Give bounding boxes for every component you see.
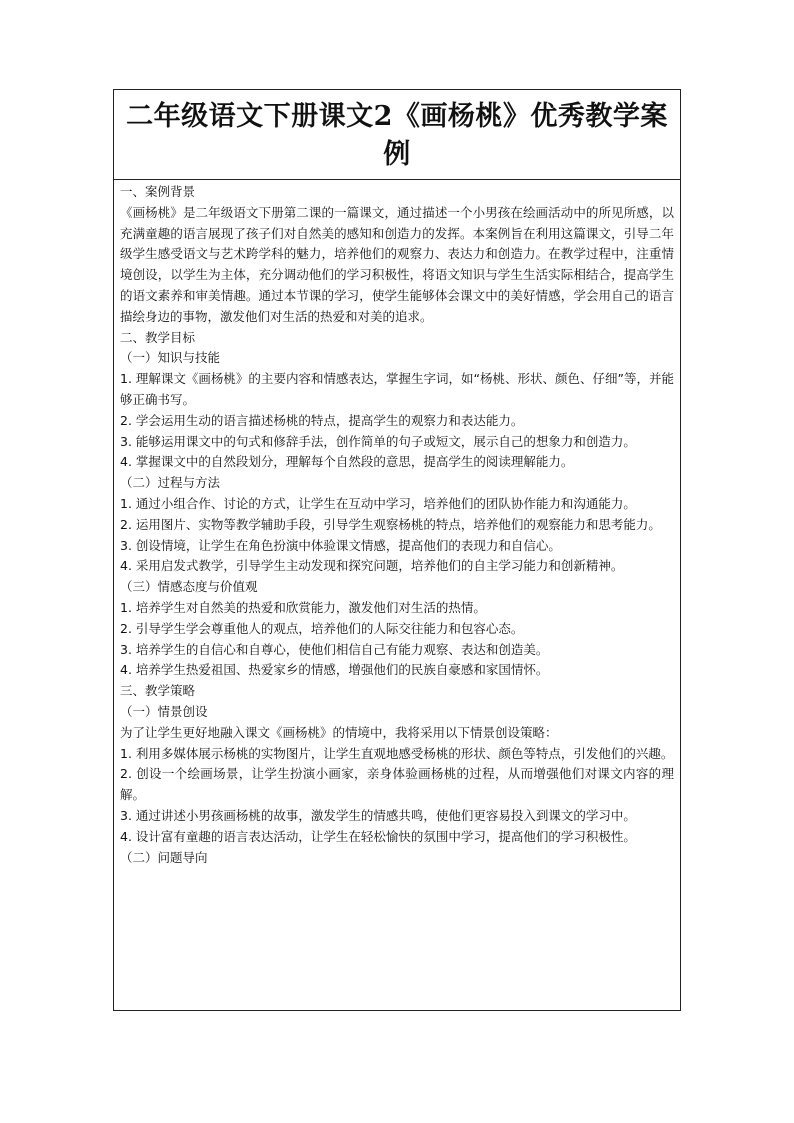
list-item: 2. 运用图片、实物等教学辅助手段，引导学生观察杨桃的特点，培养他们的观察能力和思考能力。 xyxy=(120,516,661,532)
subsection-heading: （二）过程与方法 xyxy=(120,475,221,491)
list-item: 4. 设计富有童趣的语言表达活动，让学生在轻松愉快的氛围中学习，提高他们的学习积极性。 xyxy=(120,828,636,844)
subsection-heading: （一）知识与技能 xyxy=(120,350,221,366)
list-item: 3. 通过讲述小男孩画杨桃的故事，激发学生的情感共鸣，使他们更容易投入到课文的学习中。 xyxy=(120,807,636,823)
document-page xyxy=(113,89,681,1011)
list-item: 2. 引导学生学会尊重他人的观点，培养他们的人际交往能力和包容心态。 xyxy=(120,620,524,636)
list-item: 1. 理解课文《画杨桃》的主要内容和情感表达，掌握生字词，如“杨桃、形状、颜色、仔细”等，并能够正确书写。 xyxy=(120,371,674,407)
document-body xyxy=(114,180,680,868)
section-heading: 一、案例背景 xyxy=(120,184,196,199)
paragraph: 《画杨桃》是二年级语文下册第二课的一篇课文，通过描述一个小男孩在绘画活动中的所见所感，以充满童趣的语言展现了孩子们对自然美的感知和创造力的发挥。本案例旨在利用这篇课文，引导二年级学生感受语文与艺术跨学科的魅力，培养他们的观察力、表达力和创造力。在教学过程中，注重情境创设，以学生为主体，充分调动他们的学习积极性，将语文知识与学生生活实际相结合，提高学生的语文素养和审美情趣。通过本节课的学习，使学生能够体会课文中的美好情感，学会用自己的语言描绘身边的事物，激发他们对生活的热爱和对美的追求。 xyxy=(120,204,674,324)
section-heading: 三、教学策略 xyxy=(120,683,196,699)
list-item: 1. 利用多媒体展示杨桃的实物图片，让学生直观地感受杨桃的形状、颜色等特点，引发他们的兴趣。 xyxy=(120,745,674,761)
list-item: 4. 掌握课文中的自然段划分，理解每个自然段的意思，提高学生的阅读理解能力。 xyxy=(120,454,574,470)
list-item: 4. 采用启发式教学，引导学生主动发现和探究问题，培养他们的自主学习能力和创新精神。 xyxy=(120,558,624,574)
list-item: 2. 学会运用生动的语言描述杨桃的特点，提高学生的观察力和表达能力。 xyxy=(120,412,524,428)
document-title: 二年级语文下册课文2《画杨桃》优秀教学案例 xyxy=(126,101,668,170)
section-heading: 二、教学目标 xyxy=(120,329,196,345)
subsection-heading: （三）情感态度与价值观 xyxy=(120,579,258,595)
list-item: 4. 培养学生热爱祖国、热爱家乡的情感，增强他们的民族自豪感和家国情怀。 xyxy=(120,662,549,678)
list-item: 1. 培养学生对自然美的热爱和欣赏能力，激发他们对生活的热情。 xyxy=(120,599,486,615)
list-item: 3. 培养学生的自信心和自尊心，使他们相信自己有能力观察、表达和创造美。 xyxy=(120,641,549,657)
title-box xyxy=(114,90,680,180)
list-item: 2. 创设一个绘画场景，让学生扮演小画家，亲身体验画杨桃的过程，从而增强他们对课文内容的理解。 xyxy=(120,766,674,803)
subsection-heading: （一）情景创设 xyxy=(120,703,208,719)
list-item: 3. 能够运用课文中的句式和修辞手法，创作简单的句子或短文，展示自己的想象力和创造力。 xyxy=(120,433,636,449)
list-item: 1. 通过小组合作、讨论的方式，让学生在互动中学习，培养他们的团队协作能力和沟通能力。 xyxy=(120,495,636,511)
subsection-heading: （二）问题导向 xyxy=(120,849,208,865)
paragraph: 为了让学生更好地融入课文《画杨桃》的情境中，我将采用以下情景创设策略： xyxy=(120,724,558,740)
list-item: 3. 创设情境，让学生在角色扮演中体验课文情感，提高他们的表现力和自信心。 xyxy=(120,537,561,553)
